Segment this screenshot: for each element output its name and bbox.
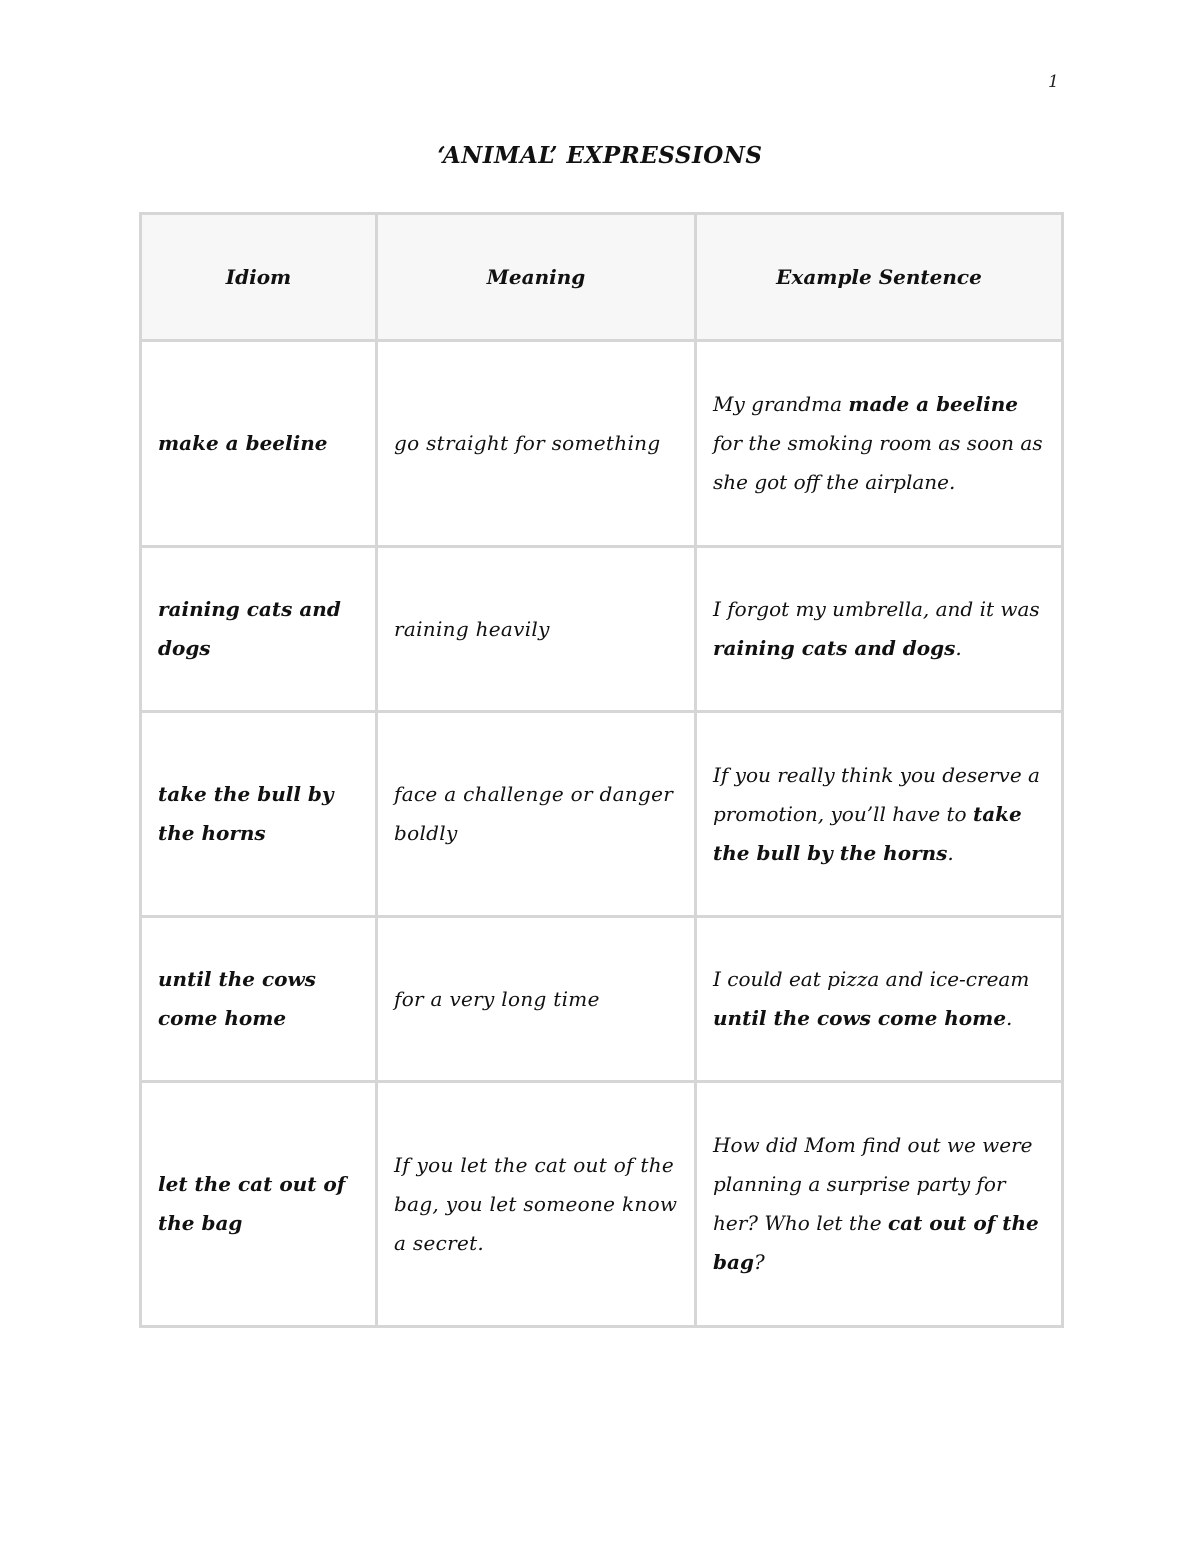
example-text: My grandma: [713, 392, 849, 416]
example-cell: [696, 341, 1063, 547]
example-idiom-highlight: raining cats and dogs: [713, 636, 956, 660]
table-header-row: [141, 214, 1063, 341]
table-row: [141, 712, 1063, 917]
example-idiom-highlight: made a beeline: [848, 392, 1018, 416]
page-number: 1: [1048, 72, 1059, 92]
example-cell: [696, 1082, 1063, 1327]
meaning-cell: If you let the cat out of the bag, you let someone know a secret.: [377, 1082, 696, 1327]
example-idiom-highlight: cat out of the bag: [713, 1211, 1039, 1274]
example-text: .: [947, 840, 954, 865]
table-row: [141, 917, 1063, 1082]
idiom-cell: until the cows come home: [141, 917, 377, 1082]
example-text: .: [955, 636, 962, 660]
meaning-cell: face a challenge or danger boldly: [377, 712, 696, 917]
example-text: If you really think you deserve a promotion, you’ll have to: [713, 762, 1040, 826]
example-cell: [696, 712, 1063, 917]
table-row: [141, 1082, 1063, 1327]
example-text: ?: [753, 1250, 765, 1274]
table-row: [141, 547, 1063, 712]
example-text: How did Mom find out we were planning a surprise party for her? Who let the: [713, 1133, 1033, 1235]
meaning-cell: go straight for something: [377, 341, 696, 547]
example-cell: [696, 547, 1063, 712]
example-text: .: [1006, 1006, 1013, 1030]
header-idiom: Idiom: [141, 214, 377, 341]
meaning-cell: raining heavily: [377, 547, 696, 712]
example-text: I could eat pizza and ice-cream: [713, 967, 1030, 991]
header-example-sentence: Example Sentence: [696, 214, 1063, 341]
table-row: [141, 341, 1063, 547]
example-cell: [696, 917, 1063, 1082]
example-text: for the smoking room as soon as she got off the airplane.: [713, 431, 1043, 494]
idiom-cell: let the cat out of the bag: [141, 1082, 377, 1327]
page-title: ‘ANIMAL’ EXPRESSIONS: [437, 142, 763, 169]
idiom-cell: raining cats and dogs: [141, 547, 377, 712]
idioms-table: [139, 212, 1064, 1328]
header-meaning: Meaning: [377, 214, 696, 341]
example-text: I forgot my umbrella, and it was: [713, 597, 1040, 621]
meaning-cell: for a very long time: [377, 917, 696, 1082]
idiom-cell: make a beeline: [141, 341, 377, 547]
example-idiom-highlight: until the cows come home: [713, 1006, 1007, 1030]
example-idiom-highlight: take the bull by the horns: [713, 801, 1022, 865]
idiom-cell: take the bull by the horns: [141, 712, 377, 917]
